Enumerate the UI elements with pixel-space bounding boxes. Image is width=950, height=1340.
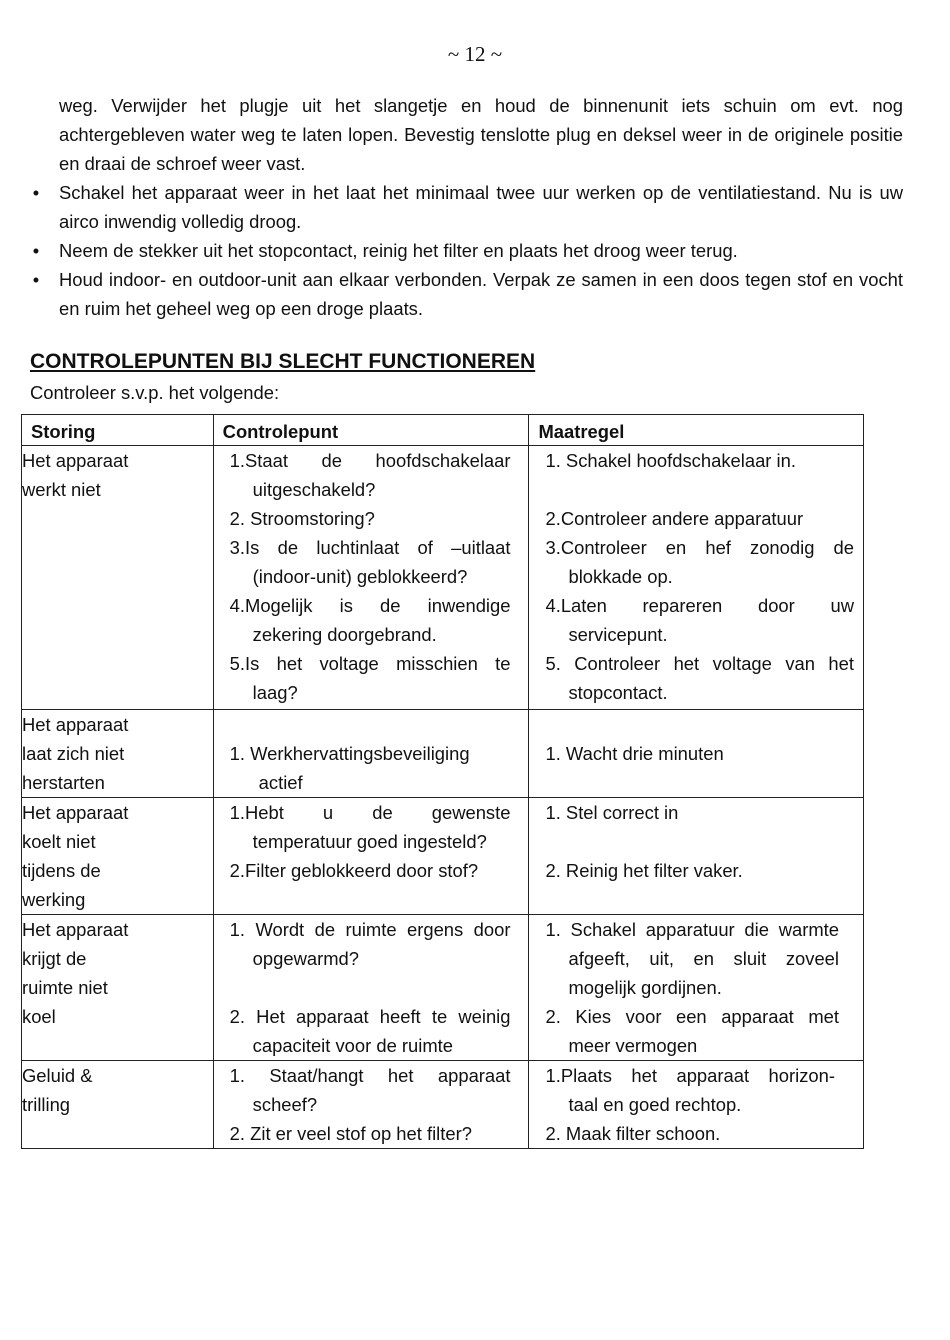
list-item	[230, 856, 511, 885]
bullet-icon: •	[32, 269, 40, 290]
body-text	[30, 91, 903, 323]
list-item	[545, 1061, 835, 1119]
check-line: scheef?	[252, 1094, 318, 1115]
controlepunt-cell	[213, 710, 529, 798]
list-item	[545, 1002, 839, 1060]
list-item	[230, 739, 511, 797]
list-item	[230, 1061, 511, 1119]
table-row	[22, 1061, 864, 1149]
storing-cell	[22, 798, 214, 915]
check-line: 2.Filter geblokkeerd door stof?	[229, 860, 479, 881]
storing-line: herstarten	[22, 772, 105, 793]
storing-line: trilling	[22, 1094, 71, 1115]
list-item	[230, 533, 511, 591]
list-item	[230, 798, 511, 856]
action-line: 3.Controleer en hef zonodig de	[545, 537, 854, 558]
bullet-text: Neem de stekker uit het stopcontact, reinig het filter en plaats het droog weer terug.	[59, 240, 738, 261]
check-line: 1. Wordt de ruimte ergens door	[229, 919, 511, 940]
check-list	[214, 1061, 529, 1148]
bullet-text: Houd indoor- en outdoor-unit aan elkaar verbonden. Verpak ze samen in een doos tegen stof en vocht en ruim het geheel weg op een droge plaats.	[59, 269, 903, 319]
list-item	[230, 973, 511, 1002]
list-item	[230, 446, 511, 504]
list-item	[545, 856, 845, 885]
maatregel-cell	[529, 798, 864, 915]
storing-line: werkt niet	[22, 479, 101, 500]
check-line: 1.Staat de hoofdschakelaar	[229, 450, 511, 471]
header-maatregel: Maatregel	[529, 415, 864, 446]
action-line: meer vermogen	[568, 1035, 698, 1056]
bullet-item	[30, 265, 903, 323]
list-item	[230, 1119, 511, 1148]
check-line: 4.Mogelijk is de inwendige	[229, 595, 511, 616]
action-line: taal en goed rechtop.	[568, 1094, 742, 1115]
check-list	[214, 446, 529, 707]
list-item	[545, 798, 845, 827]
list-item	[545, 915, 839, 1002]
action-line: 1. Wacht drie minuten	[545, 743, 724, 764]
list-item	[545, 446, 854, 475]
maatregel-cell	[529, 1061, 864, 1149]
storing-cell	[22, 710, 214, 798]
action-line: afgeeft, uit, en sluit zoveel	[568, 948, 839, 969]
action-list	[529, 739, 863, 768]
action-line: blokkade op.	[568, 566, 673, 587]
action-line: stopcontact.	[568, 682, 668, 703]
action-line: 4.Laten repareren door uw	[545, 595, 854, 616]
check-line: (indoor-unit) geblokkeerd?	[252, 566, 468, 587]
bullet-item	[30, 178, 903, 236]
bullet-icon: •	[32, 240, 40, 261]
maatregel-cell	[529, 710, 864, 798]
action-list	[529, 798, 863, 885]
bullet-item	[30, 236, 903, 265]
storing-line: Het apparaat	[22, 919, 129, 940]
storing-line: krijgt de	[22, 948, 87, 969]
intro-text: Controleer s.v.p. het volgende:	[30, 382, 280, 403]
storing-line: laat zich niet	[22, 743, 125, 764]
storing-line: werking	[22, 889, 86, 910]
storing-cell	[22, 915, 214, 1061]
check-line: 1. Werkhervattingsbeveiliging	[229, 743, 470, 764]
controlepunt-cell	[213, 915, 529, 1061]
table-header-row	[22, 415, 864, 446]
check-line: actief	[258, 772, 303, 793]
check-line: 2. Zit er veel stof op het filter?	[229, 1123, 472, 1144]
list-item	[545, 475, 854, 504]
storing-line: Geluid &	[22, 1065, 93, 1086]
list-item	[545, 827, 845, 856]
check-line: opgewarmd?	[252, 948, 359, 969]
check-line: 3.Is de luchtinlaat of –uitlaat	[229, 537, 511, 558]
check-line: uitgeschakeld?	[252, 479, 376, 500]
check-line: zekering doorgebrand.	[252, 624, 437, 645]
maatregel-cell	[529, 915, 864, 1061]
list-item	[545, 591, 854, 649]
action-line: 2.Controleer andere apparatuur	[545, 508, 804, 529]
check-line: laag?	[252, 682, 298, 703]
action-line: 2. Kies voor een apparaat met	[545, 1006, 839, 1027]
check-line: 5.Is het voltage misschien te	[229, 653, 511, 674]
check-list	[214, 798, 529, 885]
list-item	[545, 1119, 835, 1148]
storing-line: koelt niet	[22, 831, 96, 852]
continued-paragraph: weg. Verwijder het plugje uit het slangetje en houd de binnenunit iets schuin om evt. nog achtergebleven water weg te laten lopen. Bevestig tenslotte plug en deksel weer in de originele positie en draai de schroef weer vast.	[59, 95, 903, 174]
section-heading: CONTROLEPUNTEN BIJ SLECHT FUNCTIONEREN	[30, 350, 536, 373]
list-item	[230, 591, 511, 649]
list-item	[545, 649, 854, 707]
check-list	[214, 739, 529, 797]
list-item	[230, 915, 511, 973]
controlepunt-cell	[213, 446, 529, 710]
action-line: servicepunt.	[568, 624, 668, 645]
controlepunt-cell	[213, 1061, 529, 1149]
list-item	[545, 533, 854, 591]
storing-cell	[22, 446, 214, 710]
header-controlepunt: Controlepunt	[213, 415, 529, 446]
storing-line: Het apparaat	[22, 802, 129, 823]
list-item	[230, 649, 511, 707]
maatregel-cell	[529, 446, 864, 710]
action-list	[529, 446, 863, 707]
table-row	[22, 915, 864, 1061]
storing-cell	[22, 1061, 214, 1149]
check-line: capaciteit voor de ruimte	[252, 1035, 454, 1056]
page-number: ~ 12 ~	[447, 42, 503, 66]
storing-line: tijdens de	[22, 860, 101, 881]
list-item	[545, 504, 854, 533]
action-line: 5. Controleer het voltage van het	[545, 653, 854, 674]
storing-line: koel	[22, 1006, 56, 1027]
check-line: 1.Hebt u de gewenste	[229, 802, 511, 823]
check-line: 2. Stroomstoring?	[229, 508, 375, 529]
action-line: 1. Stel correct in	[545, 802, 679, 823]
storing-line: Het apparaat	[22, 450, 129, 471]
table-row	[22, 446, 864, 710]
action-line: 1. Schakel apparatuur die warmte	[545, 919, 839, 940]
table-row	[22, 798, 864, 915]
check-line: 1. Staat/hangt het apparaat	[229, 1065, 511, 1086]
header-storing: Storing	[22, 415, 214, 446]
controlepunt-cell	[213, 798, 529, 915]
action-line: 2. Maak filter schoon.	[545, 1123, 721, 1144]
action-line: mogelijk gordijnen.	[568, 977, 722, 998]
check-list	[214, 915, 529, 1060]
bullet-icon: •	[32, 182, 40, 203]
list-item	[545, 739, 845, 768]
action-line: 2. Reinig het filter vaker.	[545, 860, 743, 881]
list-item	[230, 1002, 511, 1060]
action-list	[529, 915, 863, 1060]
table-row	[22, 710, 864, 798]
bullet-list	[30, 178, 903, 323]
storing-line: Het apparaat	[22, 714, 129, 735]
action-line: 1.Plaats het apparaat horizon-	[545, 1065, 835, 1086]
storing-line: ruimte niet	[22, 977, 108, 998]
troubleshooting-table	[21, 414, 864, 1149]
list-item	[230, 504, 511, 533]
check-line: 2. Het apparaat heeft te weinig	[229, 1006, 511, 1027]
action-list	[529, 1061, 863, 1148]
check-line: temperatuur goed ingesteld?	[252, 831, 487, 852]
action-line: 1. Schakel hoofdschakelaar in.	[545, 450, 796, 471]
bullet-text: Schakel het apparaat weer in het laat het minimaal twee uur werken op de ventilatiestand. Nu is uw airco inwendig volledig droog.	[59, 182, 903, 232]
